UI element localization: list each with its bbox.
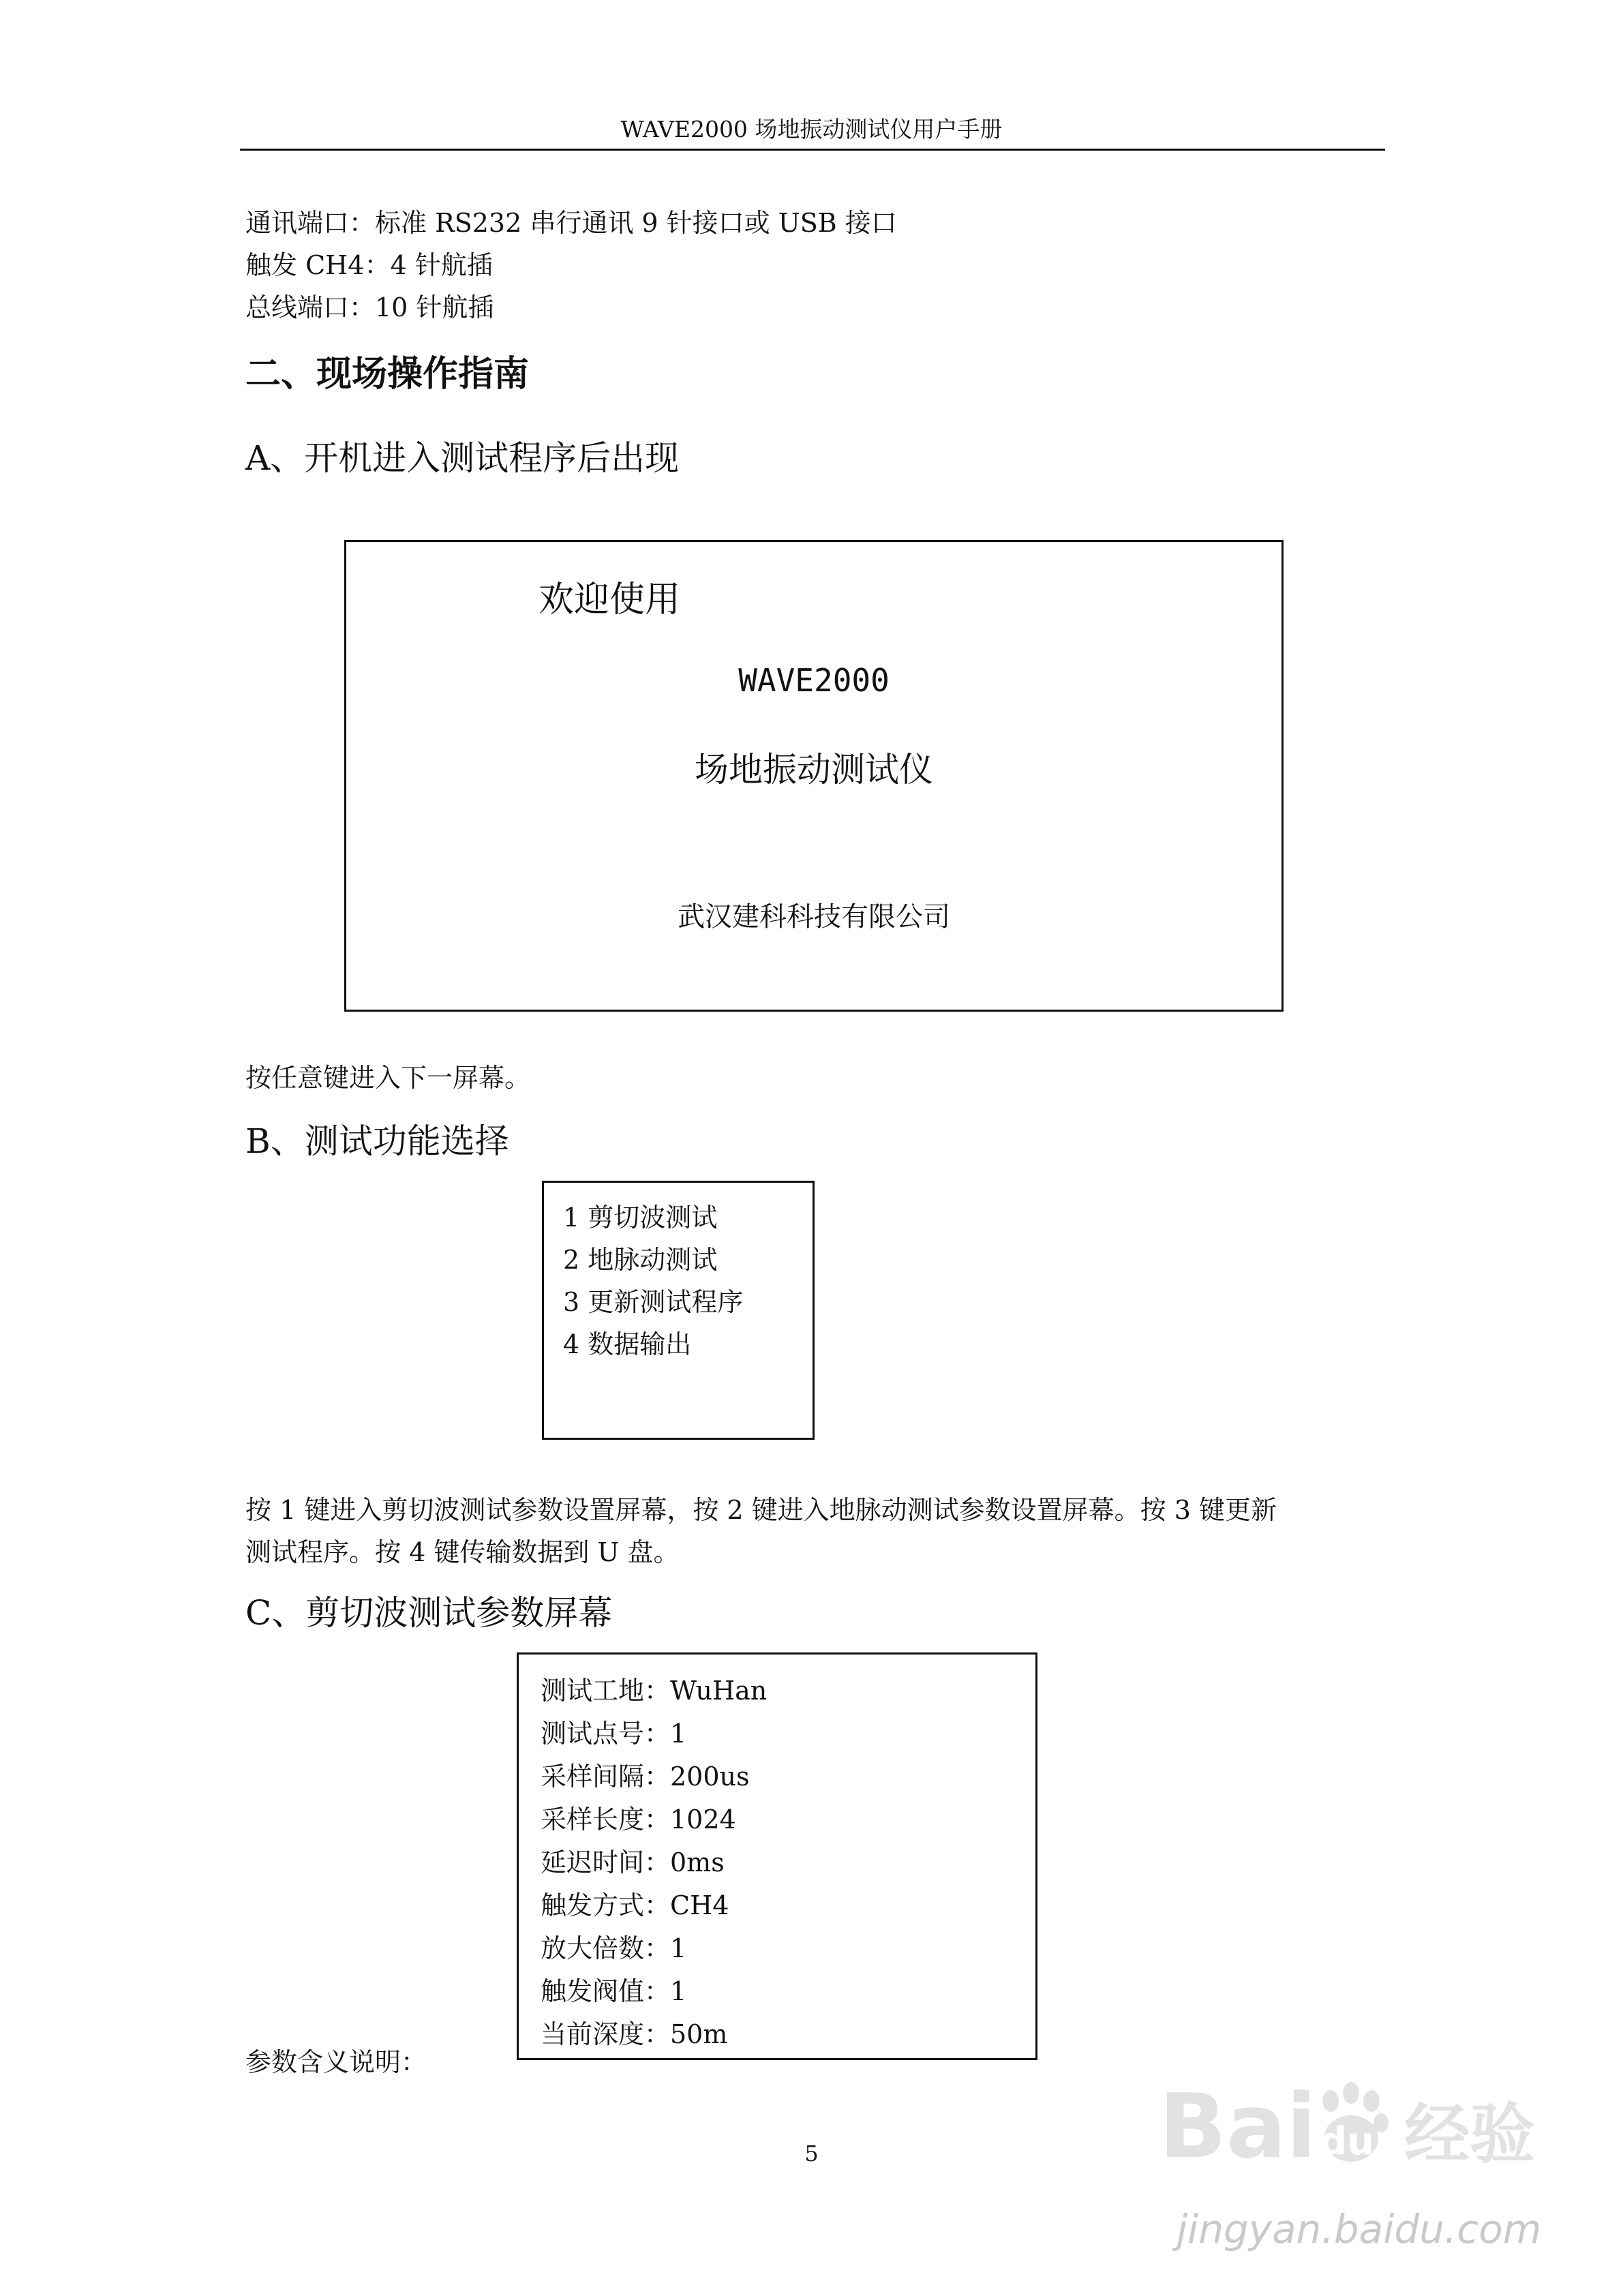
param-trigger-threshold: 触发阀值：1 (541, 1976, 687, 2006)
baidu-jingyan-watermark-logo (1159, 2074, 1541, 2183)
section-c-title: C、剪切波测试参数屏幕 (245, 1593, 613, 1633)
param-test-site: 测试工地：WuHan (541, 1676, 768, 1706)
page-number: 5 (804, 2141, 819, 2166)
parameter-screen-box (517, 1652, 1037, 2060)
section-b-note-line2: 测试程序。按 4 键传输数据到 U 盘。 (245, 1537, 680, 1567)
spec-bus-port: 总线端口：10 针航插 (245, 292, 494, 322)
menu-item-data-output: 4 数据输出 (563, 1329, 692, 1359)
param-trigger-mode: 触发方式：CH4 (541, 1890, 729, 1920)
svg-text:du: du (1320, 2119, 1374, 2164)
spec-trigger-ch4: 触发 CH4：4 针航插 (245, 250, 493, 280)
section-c-note: 参数含义说明： (245, 2047, 427, 2077)
menu-item-update-program: 3 更新测试程序 (563, 1287, 744, 1317)
welcome-text: 欢迎使用 (539, 579, 681, 620)
param-gain: 放大倍数：1 (541, 1933, 687, 1963)
svg-text:经验: 经验 (1404, 2096, 1535, 2173)
header-rule (240, 149, 1385, 151)
model-name: WAVE2000 (738, 662, 890, 699)
svg-text:Bai: Bai (1159, 2074, 1317, 2178)
section-a-note: 按任意键进入下一屏幕。 (245, 1063, 531, 1093)
function-menu-box (542, 1181, 815, 1440)
param-sample-interval: 采样间隔：200us (541, 1762, 750, 1792)
welcome-screen-box (344, 540, 1284, 1012)
menu-item-shear-wave: 1 剪切波测试 (563, 1203, 718, 1233)
section-a-title: A、开机进入测试程序后出现 (245, 438, 680, 478)
spec-comm-port: 通讯端口：标准 RS232 串行通讯 9 针接口或 USB 接口 (245, 208, 897, 238)
company-name: 武汉建科科技有限公司 (678, 901, 950, 933)
product-name: 场地振动测试仪 (695, 750, 933, 789)
header-title: WAVE2000 场地振动测试仪用户手册 (620, 116, 1003, 142)
watermark-url: jingyan.baidu.com (1177, 2206, 1542, 2252)
param-sample-length: 采样长度：1024 (541, 1804, 736, 1834)
section-b-note-line1: 按 1 键进入剪切波测试参数设置屏幕，按 2 键进入地脉动测试参数设置屏幕。按 3 键更新 (245, 1495, 1277, 1525)
section-title: 二、现场操作指南 (245, 354, 530, 395)
param-delay-time: 延迟时间：0ms (541, 1847, 725, 1877)
menu-item-microtremor: 2 地脉动测试 (563, 1245, 718, 1275)
param-test-point: 测试点号：1 (541, 1719, 687, 1749)
section-b-title: B、测试功能选择 (245, 1121, 509, 1161)
param-current-depth: 当前深度：50m (541, 2019, 728, 2049)
